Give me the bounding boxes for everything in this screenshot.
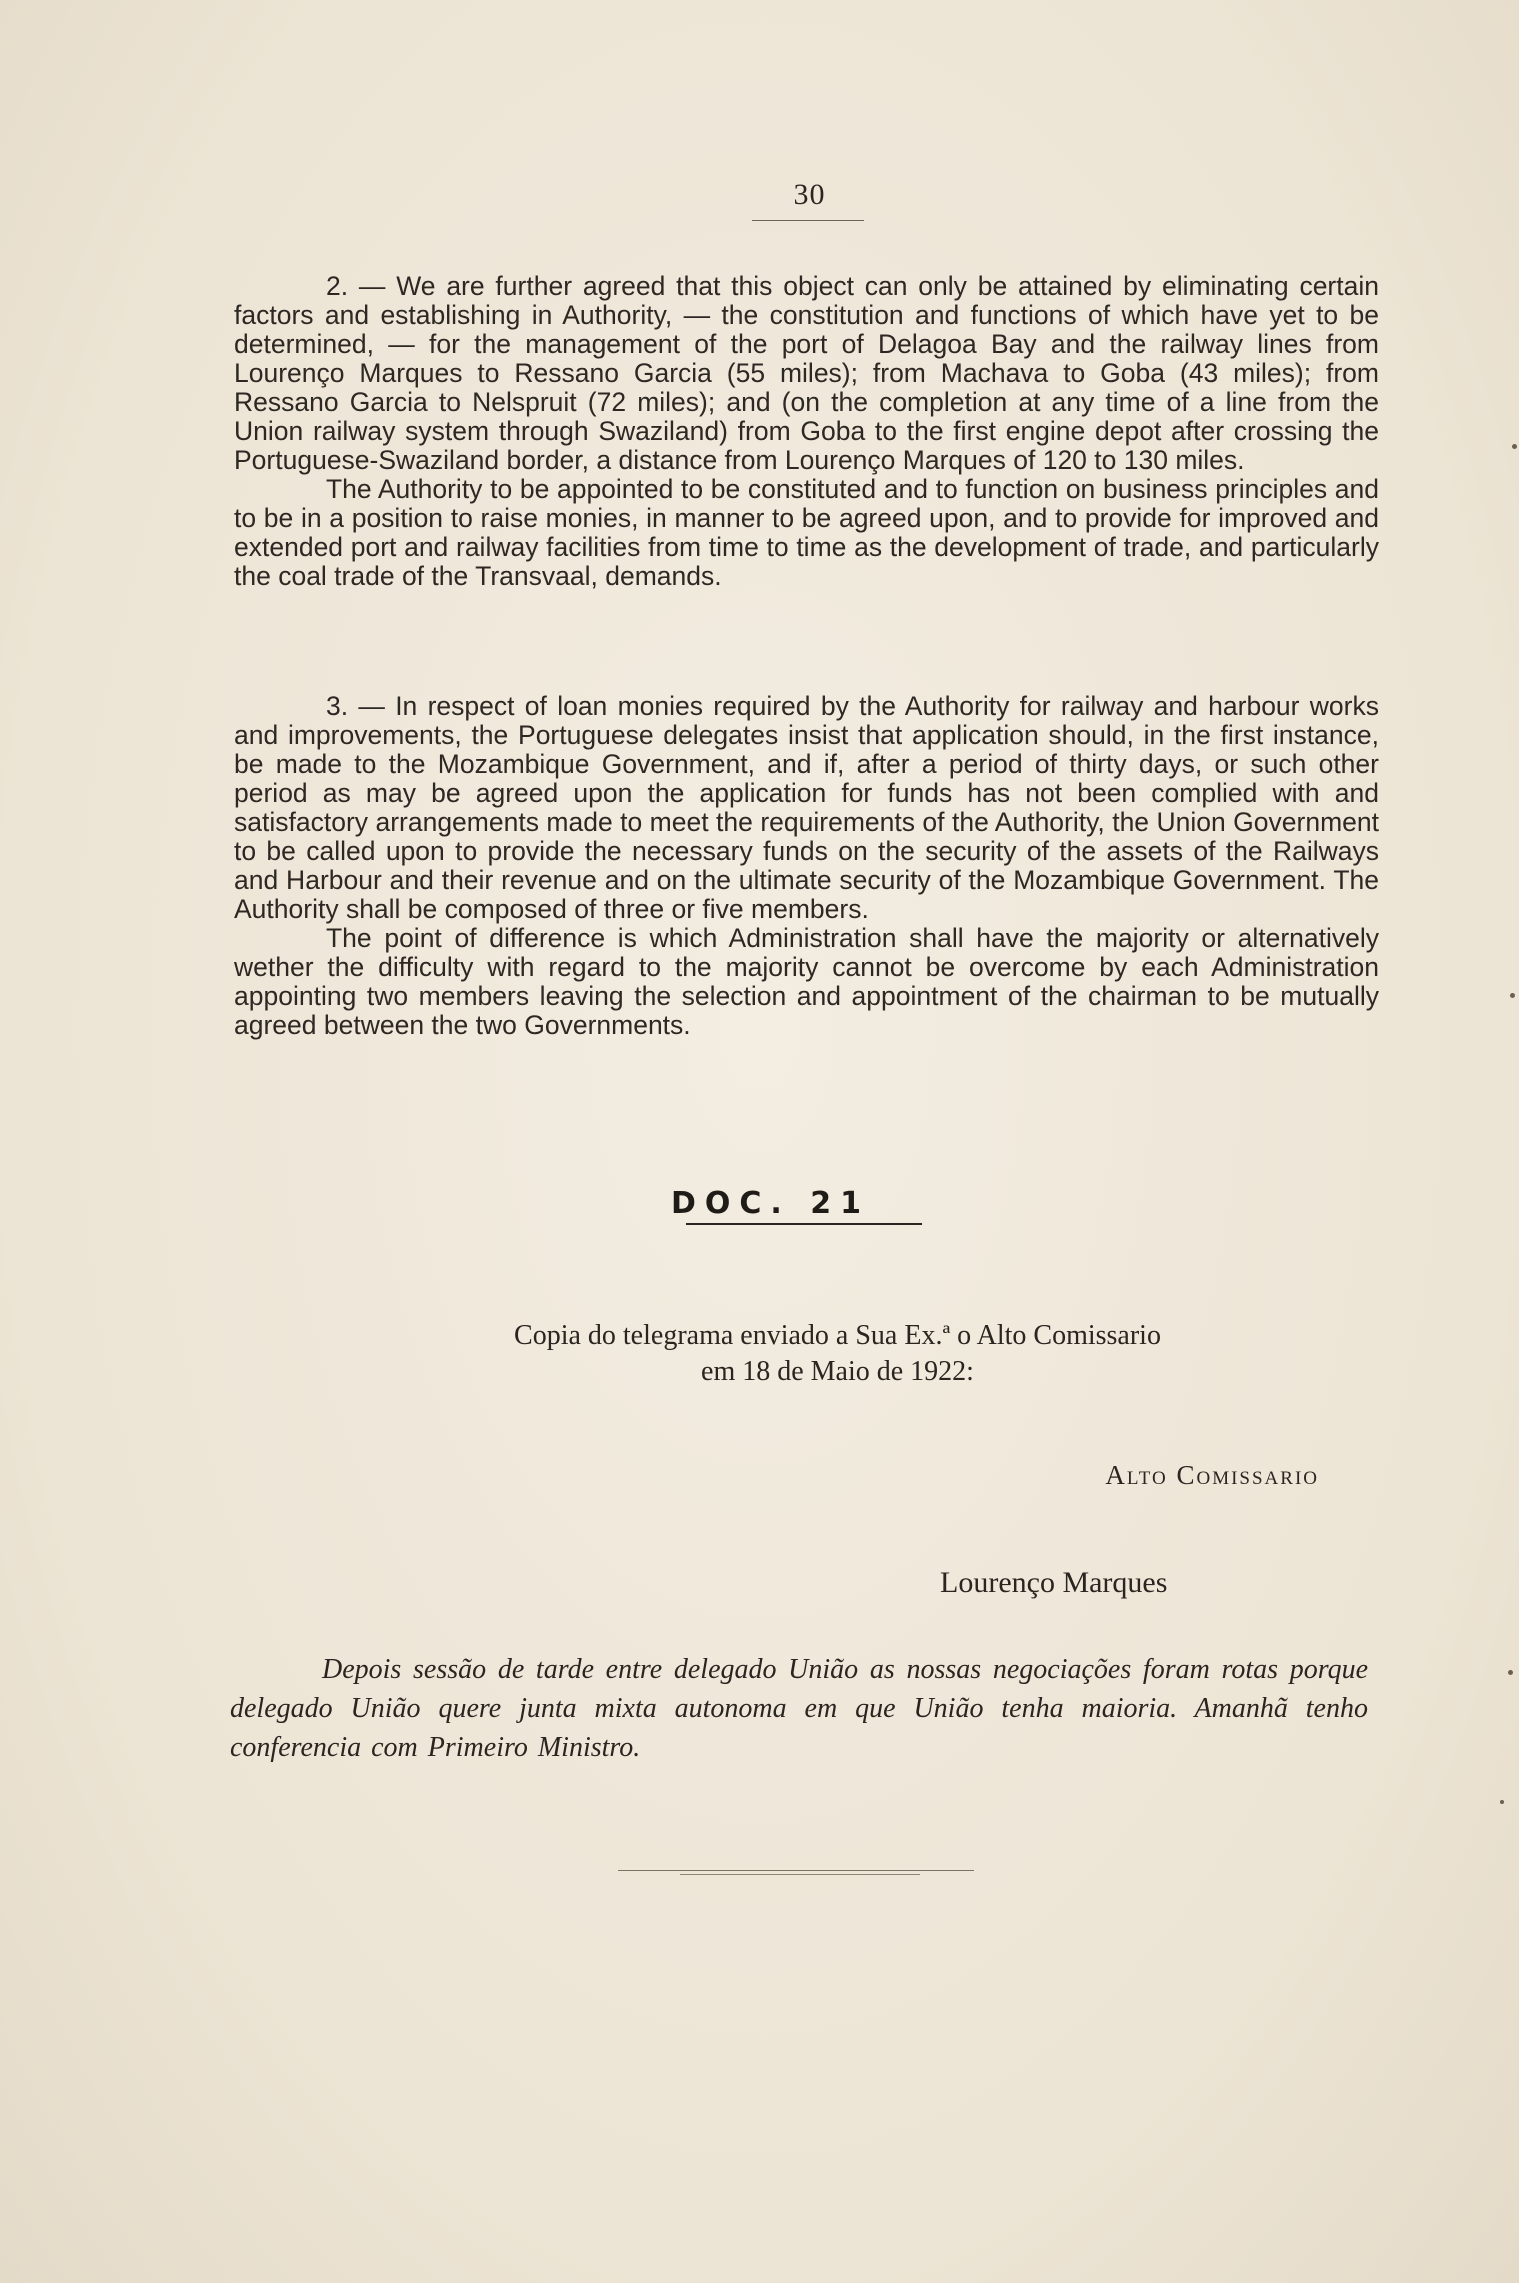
paper-speck bbox=[1500, 1800, 1504, 1804]
telegram-caption-line-2: em 18 de Maio de 1922: bbox=[701, 1356, 974, 1387]
paragraph-3-block bbox=[234, 692, 1379, 1040]
telegram-text: Depois sessão de tarde entre delegado União as nossas negociações foram rotas porque delegado União quere junta mixta autonoma em que União tenha maioria. Amanhã tenho conferencia com Primeiro Ministro. bbox=[230, 1654, 1368, 1763]
paragraph-2-continued: The Authority to be appointed to be constituted and to function on business principles and to be in a position to raise monies, in manner to be agreed upon, and to provide for improved and extended port and railway facilities from time to time as the development of trade, and particularly the coal trade of the Transvaal, demands. bbox=[234, 474, 1379, 591]
paragraph-2: 2. — We are further agreed that this object can only be attained by eliminating certain factors and establishing in Authority, — the constitution and functions of which have yet to be determined, — for the management of the port of Delagoa Bay and the railway lines from Lourenço Marques to Ressano Garcia (55 miles); from Machava to Goba (43 miles); from Ressano Garcia to Nelspruit (72 miles); and (on the completion at any time of a line from the Union railway system through Swaziland) from Goba to the first engine depot after crossing the Portuguese-Swaziland border, a distance from Lourenço Marques of 120 to 130 miles. bbox=[234, 271, 1379, 475]
paper-speck bbox=[1512, 444, 1517, 449]
paragraph-2-block bbox=[234, 272, 1379, 591]
doc-heading: DOC. 21 bbox=[670, 1186, 870, 1221]
telegram-caption-line-1: Copia do telegrama enviado a Sua Ex.ª o Alto Comissario bbox=[514, 1320, 1161, 1351]
telegram-place: Lourenço Marques bbox=[940, 1566, 1168, 1599]
paper-speck bbox=[1508, 1670, 1513, 1675]
telegram-addressee: Alto Comissario bbox=[1105, 1460, 1319, 1490]
paragraph-3: 3. — In respect of loan monies required by the Authority for railway and harbour works and improvements, the Portuguese delegates insist that application should, in the first instance, be made to the Mozambique Government, and if, after a period of thirty days, or such other period as may be agreed upon the application for funds has not been complied with and satisfactory arrangements made to meet the requirements of the Authority, the Union Government to be called upon to provide the necessary funds on the security of the assets of the Railways and Harbour and their revenue and on the ultimate security of the Mozambique Government. The Authority shall be composed of three or five members. bbox=[234, 691, 1379, 924]
page-number-rule bbox=[752, 220, 864, 221]
end-rule-secondary bbox=[680, 1874, 920, 1875]
end-rule bbox=[618, 1870, 974, 1871]
paragraph-3-continued: The point of difference is which Administration shall have the majority or alternatively wether the difficulty with regard to the majority cannot be overcome by each Administration appointing two members leaving the selection and appointment of the chairman to be mutually agreed between the two Governments. bbox=[234, 923, 1379, 1040]
page-number: 30 bbox=[793, 178, 826, 211]
paper-speck bbox=[1510, 993, 1515, 998]
doc-heading-underline bbox=[686, 1223, 922, 1225]
